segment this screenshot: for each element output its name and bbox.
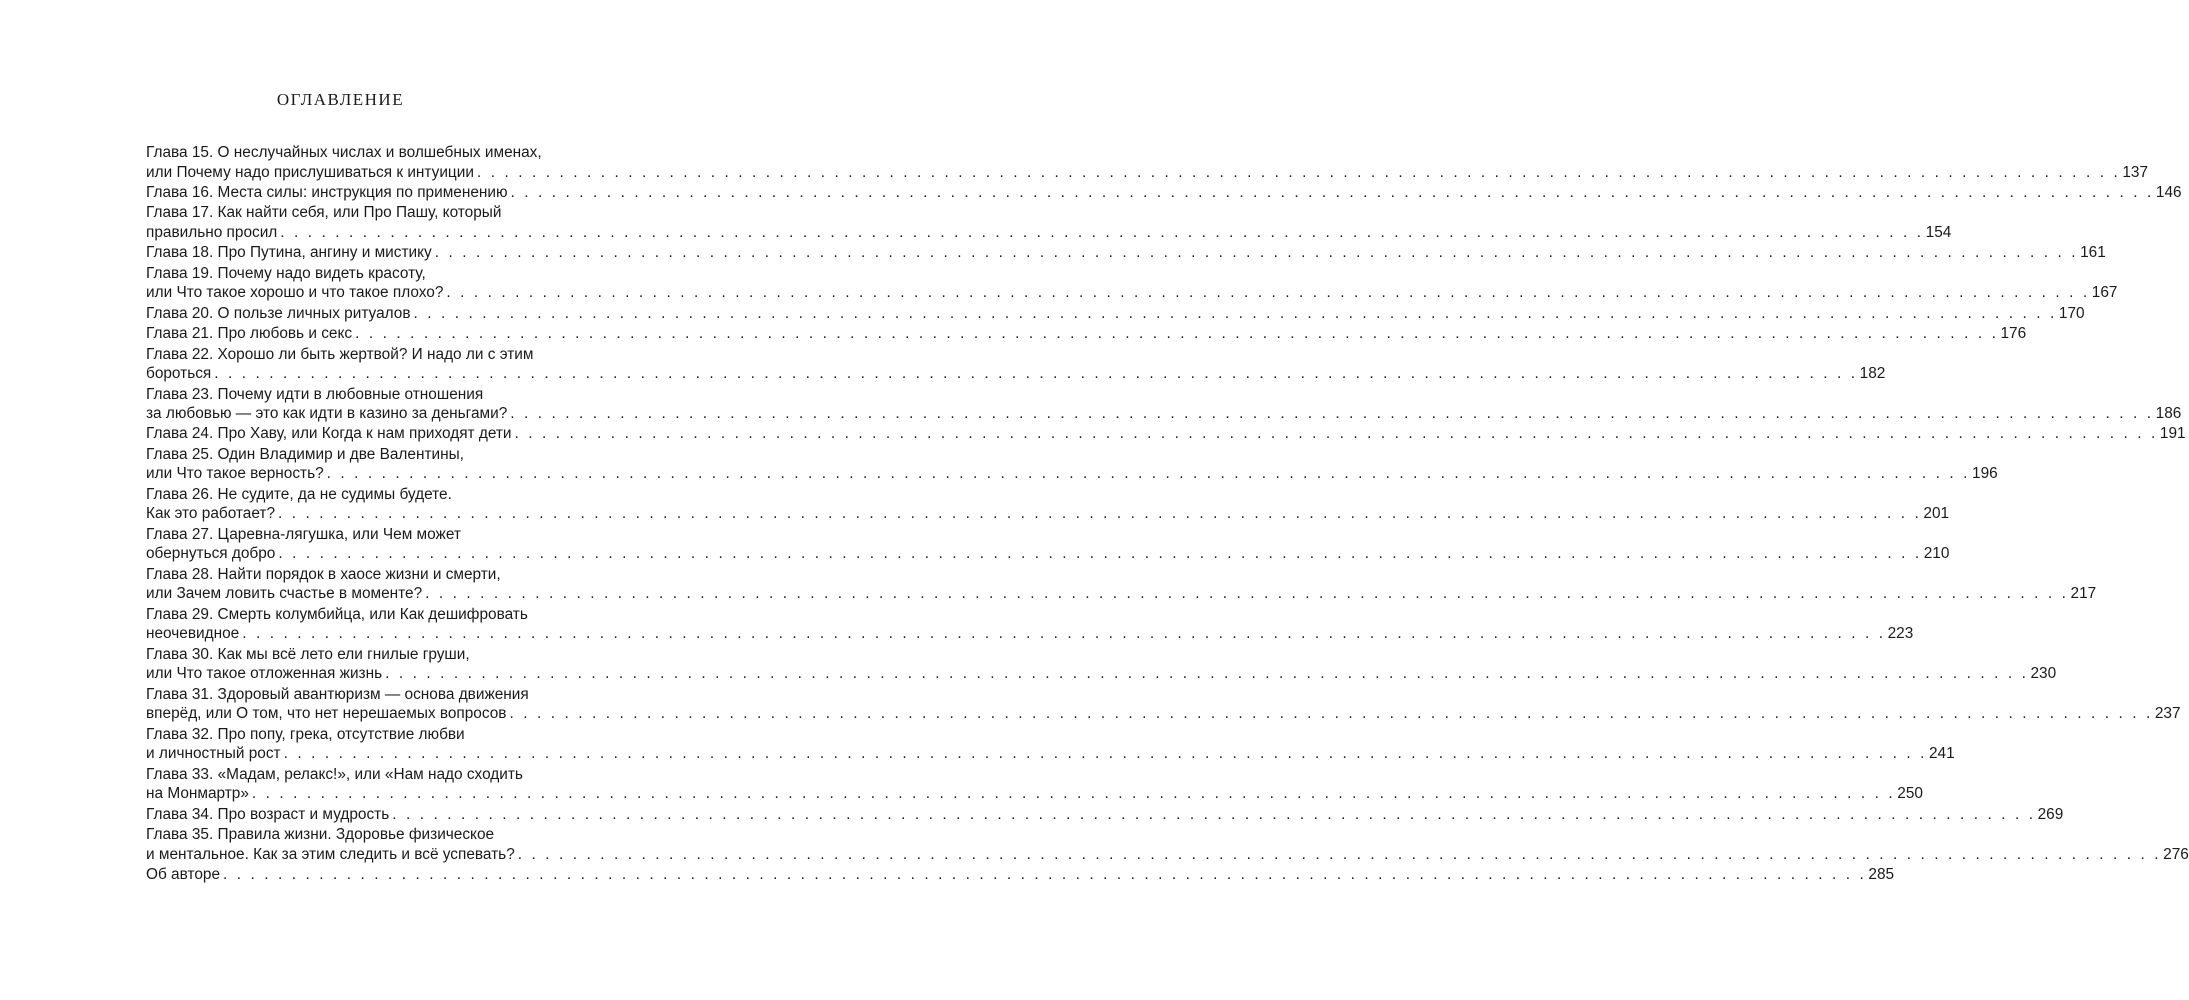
toc-page-number: 167 [2091,284,2118,302]
toc-entry-text: Глава 33. «Мадам, релакс!», или «Нам надо сходить [146,765,523,783]
toc-entry [146,183,2182,203]
dot-leader: . . . . . . . . . . . . . . . . . . . . . . . . . . . . . . . . . . . . . . . . . . . . . . . . . . . . . . . . . . . . . . . . . . . . . . . . . . . . . . . . . . . . . . . . . . . . . . . . . . . . . . . . . . . . . . . . . . . . . . . . [251,785,1896,803]
dot-leader: . . . . . . . . . . . . . . . . . . . . . . . . . . . . . . . . . . . . . . . . . . . . . . . . . . . . . . . . . . . . . . . . . . . . . . . . . . . . . . . . . . . . . . . . . . . . . . . . . . . . . . . . . . . . . . . . . . . . . . . . [434,244,2079,262]
toc-entry-text: Глава 18. Про Путина, ангину и мистику [146,244,432,262]
table-of-contents [146,143,2189,886]
toc-page-number: 196 [1972,465,1998,483]
toc-entry-text: на Монмартр» [146,785,249,803]
toc-entry-text: бороться [146,365,212,383]
toc-entry-line [146,525,584,545]
toc-entry-line [146,183,2182,203]
dot-leader: . . . . . . . . . . . . . . . . . . . . . . . . . . . . . . . . . . . . . . . . . . . . . . . . . . . . . . . . . . . . . . . . . . . . . . . . . . . . . . . . . . . . . . . . . . . . . . . . . . . . . . . . . . . . . . . . . . . . . . . . [510,405,2154,423]
toc-entry-line [146,364,1886,384]
toc-entry-text: Глава 34. Про возраст и мудрость [146,805,390,823]
toc-entry-text: Об авторе [146,866,221,884]
dot-leader: . . . . . . . . . . . . . . . . . . . . . . . . . . . . . . . . . . . . . . . . . . . . . . . . . . . . . . . . . . . . . . . . . . . . . . . . . . . . . . . . . . . . . . . . . . . . . . . . . . . . . . . . . . . . . . . . . . . . . . . . [242,625,1886,643]
toc-entry-text: неочевидное [146,625,240,643]
toc-page-number: 210 [1923,545,1950,563]
dot-leader: . . . . . . . . . . . . . . . . . . . . . . . . . . . . . . . . . . . . . . . . . . . . . . . . . . . . . . . . . . . . . . . . . . . . . . . . . . . . . . . . . . . . . . . . . . . . . . . . . . . . . . . . . . . . . . . . . . . . . . . . [509,705,2153,723]
dot-leader: . . . . . . . . . . . . . . . . . . . . . . . . . . . . . . . . . . . . . . . . . . . . . . . . . . . . . . . . . . . . . . . . . . . . . . . . . . . . . . . . . . . . . . . . . . . . . . . . . . . . . . . . . . . . . . . . . . . . . . . . [517,845,2162,863]
dot-leader: . . . . . . . . . . . . . . . . . . . . . . . . . . . . . . . . . . . . . . . . . . . . . . . . . . . . . . . . . . . . . . . . . . . . . . . . . . . . . . . . . . . . . . . . . . . . . . . . . . . . . . . . . . . . . . . . . . . . . . . . [514,425,2158,443]
toc-page-number: 182 [1859,365,1886,383]
toc-entry-text: Глава 29. Смерть колумбийца, или Как дешифровать [146,605,528,623]
toc-entry-line [146,664,2057,684]
toc-entry [146,685,2181,724]
toc-entry-text: и ментальное. Как за этим следить и всё успевать? [146,845,515,863]
dot-leader: . . . . . . . . . . . . . . . . . . . . . . . . . . . . . . . . . . . . . . . . . . . . . . . . . . . . . . . . . . . . . . . . . . . . . . . . . . . . . . . . . . . . . . . . . . . . . . . . . . . . . . . . . . . . . . . . . . . . . . . . [355,325,1999,343]
toc-entry-line [146,744,1955,764]
toc-entry [146,345,1886,384]
dot-leader: . . . . . . . . . . . . . . . . . . . . . . . . . . . . . . . . . . . . . . . . . . . . . . . . . . . . . . . . . . . . . . . . . . . . . . . . . . . . . . . . . . . . . . . . . . . . . . . . . . . . . . . . . . . . . . . . . . . . . . . . [446,284,2090,302]
toc-entry-line [146,404,2182,424]
toc-entry [146,243,2106,263]
toc-entry-line [146,264,584,284]
toc-entry-line [146,845,2189,865]
toc-entry [146,525,1950,564]
toc-entry [146,324,2027,344]
toc-entry [146,485,1950,524]
toc-page-number: 154 [1925,223,1952,241]
toc-entry-line [146,424,2186,444]
toc-entry [146,445,1998,484]
toc-entry-text: правильно просил [146,223,278,241]
toc-entry-text: обернуться добро [146,545,276,563]
toc-entry-line [146,825,584,845]
toc-entry-line [146,645,584,665]
toc-entry-line [146,584,2097,604]
toc-entry-line [146,385,584,405]
toc-entry-text: или Что такое хорошо и что такое плохо? [146,284,444,302]
toc-page-number: 170 [2058,304,2085,322]
page-title: ОГЛАВЛЕНИЕ [276,90,405,109]
dot-leader: . . . . . . . . . . . . . . . . . . . . . . . . . . . . . . . . . . . . . . . . . . . . . . . . . . . . . . . . . . . . . . . . . . . . . . . . . . . . . . . . . . . . . . . . . . . . . . . . . . . . . . . . . . . . . . . . . . . . . . . . [214,365,1858,383]
toc-entry-text: Глава 30. Как мы всё лето ели гнилые груши, [146,645,470,663]
toc-entry-text: Глава 27. Царевна-лягушка, или Чем может [146,525,461,543]
toc-entry-text: вперёд, или О том, что нет нерешаемых вопросов [146,705,507,723]
toc-entry [146,424,2186,444]
toc-entry-line [146,565,584,585]
dot-leader: . . . . . . . . . . . . . . . . . . . . . . . . . . . . . . . . . . . . . . . . . . . . . . . . . . . . . . . . . . . . . . . . . . . . . . . . . . . . . . . . . . . . . . . . . . . . . . . . . . . . . . . . . . . . . . . . . . . . . . . . [425,585,2069,603]
toc-entry [146,143,2149,182]
toc-entry-line [146,765,584,785]
toc-entry-line [146,544,1950,564]
toc-entry-line [146,685,584,705]
toc-page-number: 217 [2070,585,2097,603]
toc-page-number: 230 [2030,665,2057,683]
toc-entry-line [146,203,584,223]
toc-entry-line [146,485,584,505]
toc-entry-line [146,143,584,163]
toc-entry-text: Глава 15. О неслучайных числах и волшебных именах, [146,144,542,161]
toc-entry-text: Глава 17. Как найти себя, или Про Пашу, который [146,204,502,222]
toc-entry [146,825,2189,864]
toc-entry-text: за любовью — это как идти в казино за деньгами? [146,405,508,423]
toc-entry-text: Глава 26. Не судите, да не судимы будете. [146,485,452,503]
toc-entry [146,565,2097,604]
toc-entry [146,304,2085,324]
dot-leader: . . . . . . . . . . . . . . . . . . . . . . . . . . . . . . . . . . . . . . . . . . . . . . . . . . . . . . . . . . . . . . . . . . . . . . . . . . . . . . . . . . . . . . . . . . . . . . . . . . . . . . . . . . . . . . . . . . . . . . . . [326,465,1971,483]
toc-entry-text: и личностный рост [146,745,281,763]
toc-entry-line [146,805,2064,825]
toc-entry-text: Глава 16. Места силы: инструкция по применению [146,183,508,201]
toc-entry [146,725,1955,764]
toc-entry [146,605,1914,644]
toc-page-number: 285 [1868,866,1895,884]
toc-entry [146,765,1923,804]
dot-leader: . . . . . . . . . . . . . . . . . . . . . . . . . . . . . . . . . . . . . . . . . . . . . . . . . . . . . . . . . . . . . . . . . . . . . . . . . . . . . . . . . . . . . . . . . . . . . . . . . . . . . . . . . . . . . . . . . . . . . . . . [385,665,2029,683]
toc-page-number: 191 [2159,425,2186,443]
toc-entry-line [146,504,1950,524]
toc-entry-text: Глава 35. Правила жизни. Здоровье физическое [146,826,495,844]
toc-entry-line [146,243,2106,263]
dot-leader: . . . . . . . . . . . . . . . . . . . . . . . . . . . . . . . . . . . . . . . . . . . . . . . . . . . . . . . . . . . . . . . . . . . . . . . . . . . . . . . . . . . . . . . . . . . . . . . . . . . . . . . . . . . . . . . . . . . . . . . . [476,163,2121,181]
toc-entry-text: Глава 25. Один Владимир и две Валентины, [146,445,464,463]
toc-entry-text: или Что такое отложенная жизнь [146,665,383,683]
toc-entry [146,385,2182,424]
toc-entry-line [146,784,1923,804]
dot-leader: . . . . . . . . . . . . . . . . . . . . . . . . . . . . . . . . . . . . . . . . . . . . . . . . . . . . . . . . . . . . . . . . . . . . . . . . . . . . . . . . . . . . . . . . . . . . . . . . . . . . . . . . . . . . . . . . . . . . . . . . [413,304,2057,322]
toc-entry [146,805,2064,825]
toc-entry-text: или Зачем ловить счастье в моменте? [146,585,423,603]
toc-page-number: 241 [1928,745,1955,763]
toc-entry-text: Глава 24. Про Хаву, или Когда к нам приходят дети [146,425,512,443]
toc-entry-text: Глава 32. Про попу, грека, отсутствие любви [146,725,465,743]
toc-entry [146,865,1895,885]
toc-entry-line [146,704,2181,724]
toc-page-number: 237 [2154,705,2181,723]
toc-page-number: 176 [2000,325,2027,343]
toc-entry-line [146,605,584,625]
toc-entry-line [146,624,1914,644]
dot-leader: . . . . . . . . . . . . . . . . . . . . . . . . . . . . . . . . . . . . . . . . . . . . . . . . . . . . . . . . . . . . . . . . . . . . . . . . . . . . . . . . . . . . . . . . . . . . . . . . . . . . . . . . . . . . . . . . . . . . . . . . [392,805,2036,823]
dot-leader: . . . . . . . . . . . . . . . . . . . . . . . . . . . . . . . . . . . . . . . . . . . . . . . . . . . . . . . . . . . . . . . . . . . . . . . . . . . . . . . . . . . . . . . . . . . . . . . . . . . . . . . . . . . . . . . . . . . . . . . . [223,866,1867,884]
toc-entry-line [146,725,584,745]
dot-leader: . . . . . . . . . . . . . . . . . . . . . . . . . . . . . . . . . . . . . . . . . . . . . . . . . . . . . . . . . . . . . . . . . . . . . . . . . . . . . . . . . . . . . . . . . . . . . . . . . . . . . . . . . . . . . . . . . . . . . . . . [280,223,1924,241]
toc-entry-text: или Почему надо прислушиваться к интуиции [146,163,474,181]
toc-entry-line [146,163,2149,183]
toc-page-number: 146 [2155,183,2182,201]
toc-entry-text: Глава 19. Почему надо видеть красоту, [146,264,426,282]
dot-leader: . . . . . . . . . . . . . . . . . . . . . . . . . . . . . . . . . . . . . . . . . . . . . . . . . . . . . . . . . . . . . . . . . . . . . . . . . . . . . . . . . . . . . . . . . . . . . . . . . . . . . . . . . . . . . . . . . . . . . . . . [510,183,2154,201]
toc-entry-text: или Что такое верность? [146,465,324,483]
toc-entry [146,264,2118,303]
toc-entry-text: Глава 28. Найти порядок в хаосе жизни и смерти, [146,565,501,583]
dot-leader: . . . . . . . . . . . . . . . . . . . . . . . . . . . . . . . . . . . . . . . . . . . . . . . . . . . . . . . . . . . . . . . . . . . . . . . . . . . . . . . . . . . . . . . . . . . . . . . . . . . . . . . . . . . . . . . . . . . . . . . . [283,745,1927,763]
toc-entry-text: Как это работает? [146,505,276,523]
toc-entry-line [146,283,2118,303]
toc-page-number: 186 [2155,405,2182,423]
toc-page-number: 201 [1923,505,1950,523]
toc-page-number: 276 [2163,845,2189,863]
toc-page-number: 137 [2122,163,2149,181]
toc-entry-line [146,865,1895,885]
toc-entry-text: Глава 31. Здоровый авантюризм — основа движения [146,685,529,703]
toc-entry [146,645,2057,684]
toc-entry-text: Глава 20. О пользе личных ритуалов [146,304,411,322]
toc-entry-line [146,304,2085,324]
toc-page-number: 223 [1887,625,1914,643]
dot-leader: . . . . . . . . . . . . . . . . . . . . . . . . . . . . . . . . . . . . . . . . . . . . . . . . . . . . . . . . . . . . . . . . . . . . . . . . . . . . . . . . . . . . . . . . . . . . . . . . . . . . . . . . . . . . . . . . . . . . . . . . [278,505,1922,523]
toc-entry-text: Глава 21. Про любовь и секс [146,325,353,343]
toc-page-number: 250 [1897,785,1923,803]
toc-entry-text: Глава 23. Почему идти в любовные отношения [146,385,484,403]
toc-entry [146,203,1952,242]
toc-entry-line [146,324,2027,344]
toc-page-number: 269 [2037,805,2064,823]
dot-leader: . . . . . . . . . . . . . . . . . . . . . . . . . . . . . . . . . . . . . . . . . . . . . . . . . . . . . . . . . . . . . . . . . . . . . . . . . . . . . . . . . . . . . . . . . . . . . . . . . . . . . . . . . . . . . . . . . . . . . . . . [278,545,1922,563]
toc-entry-line [146,223,1952,243]
toc-entry-text: Глава 22. Хорошо ли быть жертвой? И надо ли с этим [146,345,534,363]
toc-entry-line [146,345,584,365]
toc-entry-line [146,445,584,465]
toc-page-number: 161 [2080,244,2106,262]
toc-entry-line [146,464,1998,484]
